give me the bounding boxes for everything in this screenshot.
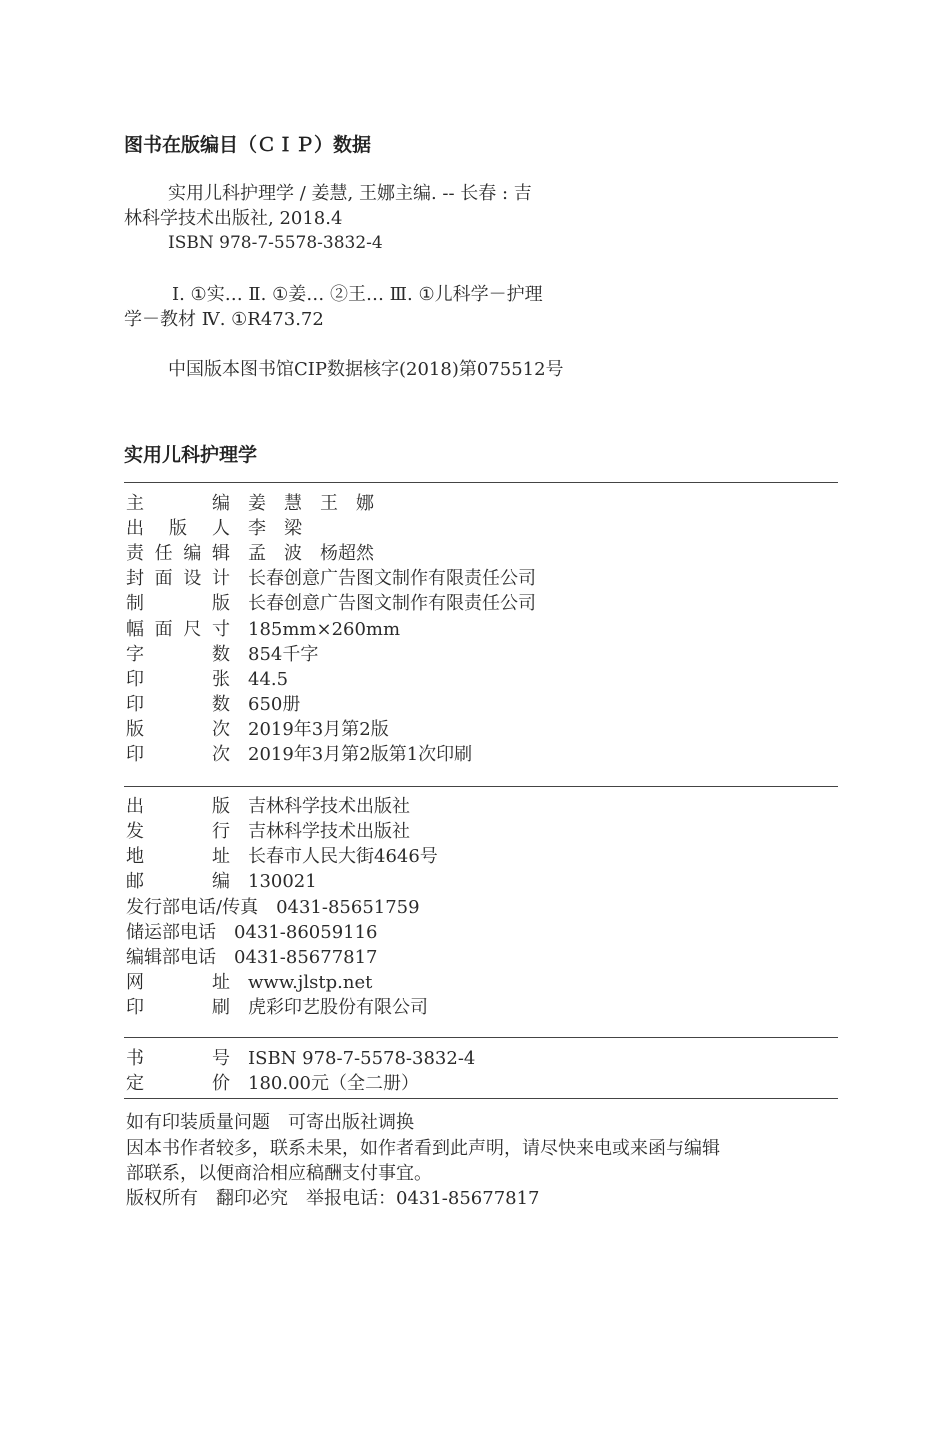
info-row-impression: 印次 2019年3月第2版第1次印刷: [126, 744, 473, 765]
info-row-printer: 印刷 虎彩印艺股份有限公司: [126, 997, 428, 1018]
info-row-cover-design: 封面设计 长春创意广告图文制作有限责任公司: [126, 568, 536, 589]
info-row-book-number: 书号 ISBN 978-7-5578-3832-4: [126, 1048, 476, 1069]
note-authors-cont: 部联系，以便商洽相应稿酬支付事宜。: [126, 1163, 432, 1184]
info-row-edition: 版次 2019年3月第2版: [126, 719, 389, 740]
info-row-format-size: 幅面尺寸 185mm×260mm: [126, 619, 401, 640]
cip-line: 林科学技术出版社, 2018.4: [124, 208, 343, 229]
info-row-postcode: 邮编 130021: [126, 871, 317, 892]
note-authors: 因本书作者较多，联系未果，如作者看到此声明，请尽快来电或来函与编辑: [126, 1138, 720, 1159]
info-row-plate-making: 制版 长春创意广告图文制作有限责任公司: [126, 593, 536, 614]
info-row-responsible-editor: 责任编辑 孟 波 杨超然: [126, 543, 374, 564]
note-copyright: 版权所有 翻印必究 举报电话：0431-85677817: [126, 1188, 540, 1209]
info-row-publisher-person: 出版人 李 梁: [126, 518, 302, 539]
info-row-website: 网址 www.jlstp.net: [126, 972, 373, 993]
divider: [124, 1098, 838, 1099]
cip-isbn: ISBN 978-7-5578-3832-4: [168, 233, 383, 253]
divider: [124, 482, 838, 483]
info-row-print-run: 印数 650册: [126, 694, 301, 715]
cip-line: 实用儿科护理学 / 姜慧, 王娜主编. -- 长春 : 吉: [168, 183, 532, 204]
info-row-distributor: 发行 吉林科学技术出版社: [126, 821, 410, 842]
cip-line: Ⅰ. ①实… Ⅱ. ①姜… ②王… Ⅲ. ①儿科学－护理: [172, 284, 543, 305]
info-row-editorial-phone: 编辑部电话 0431-85677817: [126, 947, 378, 968]
info-row-word-count: 字数 854千字: [126, 644, 319, 665]
info-row-storage-phone: 储运部电话 0431-86059116: [126, 922, 378, 943]
info-row-printed-sheets: 印张 44.5: [126, 669, 289, 690]
info-row-editors: 主编 姜 慧 王 娜: [126, 493, 374, 514]
cip-line: 学－教材 Ⅳ. ①R473.72: [124, 309, 324, 330]
info-row-price: 定价 180.00元（全二册）: [126, 1073, 419, 1094]
note-quality: 如有印装质量问题 可寄出版社调换: [126, 1112, 414, 1133]
info-row-sales-phone: 发行部电话/传真 0431-85651759: [126, 897, 420, 918]
info-row-address: 地址 长春市人民大街4646号: [126, 846, 438, 867]
cip-heading: 图书在版编目（ＣＩＰ）数据: [124, 134, 372, 156]
info-row-publisher: 出版 吉林科学技术出版社: [126, 796, 410, 817]
book-title: 实用儿科护理学: [124, 444, 258, 466]
divider: [124, 1037, 838, 1038]
cip-number: 中国版本图书馆CIP数据核字(2018)第075512号: [168, 359, 564, 380]
divider: [124, 786, 838, 787]
